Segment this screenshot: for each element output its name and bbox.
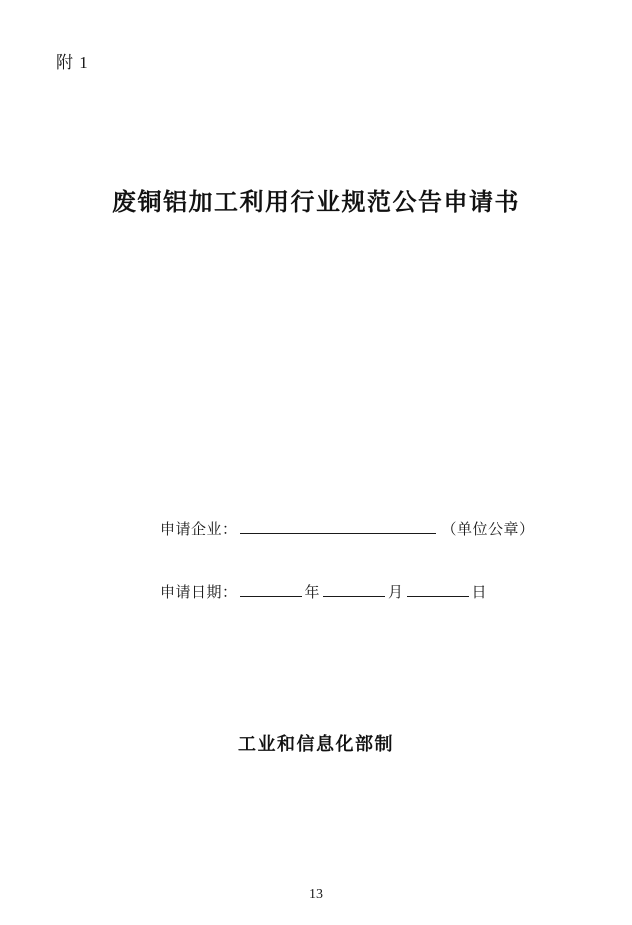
application-date-year-unit: 年 xyxy=(304,585,321,601)
application-date-day-unit: 日 xyxy=(471,585,488,601)
application-date-month-input[interactable] xyxy=(323,582,385,597)
page-title: 废铜铝加工利用行业规范公告申请书 xyxy=(112,190,520,216)
application-date-label: 申请日期： xyxy=(160,585,238,601)
company-seal-note-open: （ xyxy=(441,522,458,538)
issuer-text: 工业和信息化部制 xyxy=(238,734,394,754)
page-number: 13 xyxy=(309,887,323,902)
company-seal-note-close: ） xyxy=(519,522,535,538)
applicant-company-label: 申请企业： xyxy=(160,522,238,538)
application-date-year-input[interactable] xyxy=(240,582,302,597)
application-date-day-input[interactable] xyxy=(407,582,469,597)
application-date-month-unit: 月 xyxy=(388,585,404,601)
company-seal-note: 单位公章 xyxy=(457,522,520,538)
form-fields xyxy=(160,518,560,602)
attachment-label: 附 1 xyxy=(56,53,89,72)
applicant-company-input[interactable] xyxy=(240,519,436,534)
application-date-row xyxy=(160,581,560,602)
applicant-company-row xyxy=(160,518,560,539)
